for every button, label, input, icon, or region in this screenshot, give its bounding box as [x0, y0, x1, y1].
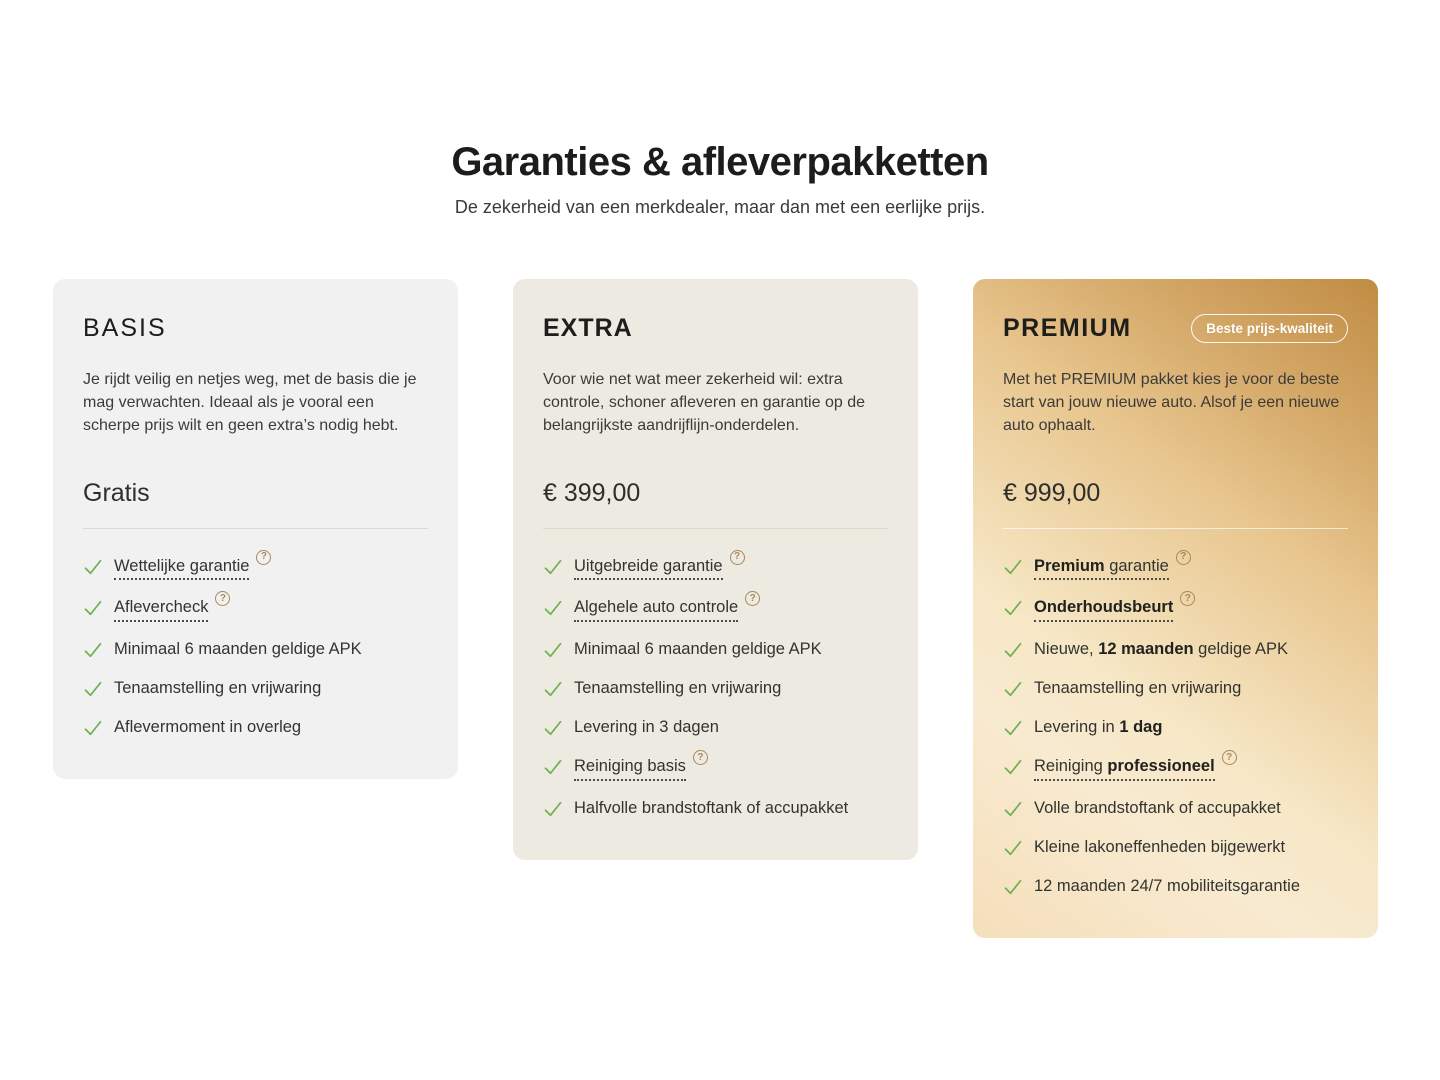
- check-icon: [1003, 799, 1023, 819]
- feature-label: Halfvolle brandstoftank of accupakket: [574, 799, 849, 818]
- feature-item: [1003, 717, 1348, 739]
- check-icon: [83, 718, 103, 738]
- feature-label: Nieuwe, 12 maanden geldige APK: [1034, 640, 1289, 659]
- card-basis: [53, 279, 458, 779]
- feature-item: [1003, 876, 1348, 898]
- check-icon: [83, 679, 103, 699]
- help-icon[interactable]: ?: [1180, 591, 1195, 606]
- page-title: Garanties & afleverpakketten: [451, 140, 989, 184]
- divider: [1003, 528, 1348, 529]
- help-icon[interactable]: ?: [215, 591, 230, 606]
- card-extra-feature-list: [543, 551, 888, 821]
- feature-label: Minimaal 6 maanden geldige APK: [574, 640, 822, 659]
- help-icon[interactable]: ?: [256, 550, 271, 565]
- feature-item: [83, 639, 428, 661]
- feature-item: [83, 678, 428, 700]
- card-extra-description: Voor wie net wat meer zekerheid wil: extra controle, schoner afleveren en garantie op de belangrijkste aandrijflijn-onderdelen.: [543, 371, 865, 434]
- feature-item: [543, 751, 888, 781]
- check-icon: [1003, 757, 1023, 777]
- card-extra-title: EXTRA: [543, 314, 633, 343]
- feature-item: [1003, 678, 1348, 700]
- card-premium-header: [1003, 312, 1348, 344]
- card-basis-feature-list: [83, 551, 428, 740]
- card-premium-feature-list: [1003, 551, 1348, 898]
- card-extra-header: [543, 312, 888, 344]
- feature-label[interactable]: Onderhoudsbeurt: [1034, 597, 1173, 622]
- feature-label[interactable]: Reiniging professioneel: [1034, 756, 1215, 781]
- check-icon: [543, 557, 563, 577]
- feature-item: [543, 798, 888, 820]
- check-icon: [543, 679, 563, 699]
- check-icon: [1003, 557, 1023, 577]
- feature-item: [1003, 751, 1348, 781]
- feature-item: [1003, 798, 1348, 820]
- card-premium: [973, 279, 1378, 938]
- feature-label[interactable]: Aflevercheck: [114, 597, 208, 622]
- package-cards: [0, 279, 1440, 938]
- check-icon: [543, 598, 563, 618]
- card-basis-title: BASIS: [83, 314, 167, 343]
- feature-item: [1003, 551, 1348, 581]
- feature-label[interactable]: Premium garantie: [1034, 556, 1169, 581]
- feature-label: Levering in 1 dag: [1034, 718, 1163, 737]
- feature-label[interactable]: Uitgebreide garantie: [574, 556, 723, 581]
- card-extra: [513, 279, 918, 860]
- feature-item: [1003, 639, 1348, 661]
- help-icon[interactable]: ?: [1176, 550, 1191, 565]
- divider: [83, 528, 428, 529]
- help-icon[interactable]: ?: [745, 591, 760, 606]
- card-premium-price: € 999,00: [1003, 478, 1101, 507]
- check-icon: [543, 718, 563, 738]
- best-value-badge: Beste prijs-kwaliteit: [1191, 314, 1348, 343]
- section-header: [0, 0, 1440, 219]
- feature-label: Tenaamstelling en vrijwaring: [114, 679, 322, 698]
- help-icon[interactable]: ?: [730, 550, 745, 565]
- check-icon: [543, 757, 563, 777]
- check-icon: [1003, 679, 1023, 699]
- feature-item: [543, 717, 888, 739]
- feature-label: Aflevermoment in overleg: [114, 718, 302, 737]
- check-icon: [83, 640, 103, 660]
- card-basis-description: Je rijdt veilig en netjes weg, met de basis die je mag verwachten. Ideaal als je vooral een scherpe prijs wilt en geen extra’s nodig hebt.: [83, 371, 417, 434]
- check-icon: [83, 557, 103, 577]
- card-basis-price: Gratis: [83, 478, 150, 507]
- feature-label: Tenaamstelling en vrijwaring: [1034, 679, 1242, 698]
- feature-item: [83, 592, 428, 622]
- feature-item: [1003, 592, 1348, 622]
- feature-label: 12 maanden 24/7 mobiliteitsgarantie: [1034, 877, 1301, 896]
- divider: [543, 528, 888, 529]
- check-icon: [1003, 598, 1023, 618]
- help-icon[interactable]: ?: [1222, 750, 1237, 765]
- card-extra-price: € 399,00: [543, 478, 641, 507]
- feature-label: Levering in 3 dagen: [574, 718, 719, 737]
- feature-label: Volle brandstoftank of accupakket: [1034, 799, 1281, 818]
- feature-item: [83, 551, 428, 581]
- feature-item: [543, 639, 888, 661]
- feature-label: Kleine lakoneffenheden bijgewerkt: [1034, 838, 1286, 857]
- card-basis-header: [83, 312, 428, 344]
- feature-label[interactable]: Algehele auto controle: [574, 597, 738, 622]
- feature-label[interactable]: Wettelijke garantie: [114, 556, 249, 581]
- page-subtitle: De zekerheid van een merkdealer, maar dan met een eerlijke prijs.: [454, 197, 986, 217]
- card-premium-title: PREMIUM: [1003, 314, 1132, 343]
- card-premium-description: Met het PREMIUM pakket kies je voor de beste start van jouw nieuwe auto. Alsof je een nieuwe auto ophaalt.: [1003, 371, 1340, 434]
- feature-item: [83, 717, 428, 739]
- feature-item: [543, 551, 888, 581]
- help-icon[interactable]: ?: [693, 750, 708, 765]
- feature-label: Minimaal 6 maanden geldige APK: [114, 640, 362, 659]
- feature-item: [543, 592, 888, 622]
- check-icon: [1003, 838, 1023, 858]
- check-icon: [1003, 718, 1023, 738]
- feature-item: [543, 678, 888, 700]
- check-icon: [543, 640, 563, 660]
- feature-label: Tenaamstelling en vrijwaring: [574, 679, 782, 698]
- check-icon: [1003, 877, 1023, 897]
- feature-item: [1003, 837, 1348, 859]
- check-icon: [1003, 640, 1023, 660]
- feature-label[interactable]: Reiniging basis: [574, 756, 686, 781]
- check-icon: [83, 598, 103, 618]
- check-icon: [543, 799, 563, 819]
